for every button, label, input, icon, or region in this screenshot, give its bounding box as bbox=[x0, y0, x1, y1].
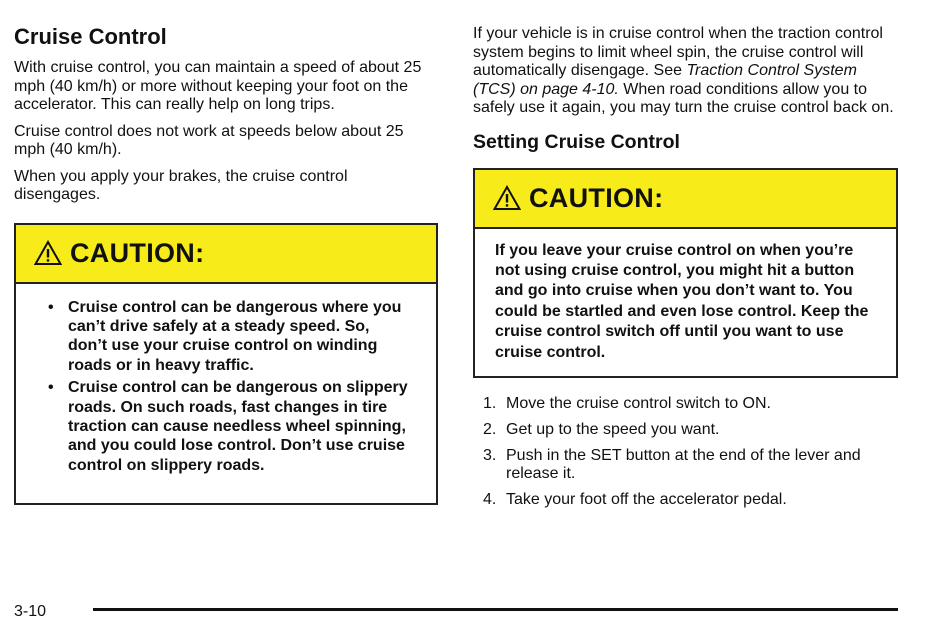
paragraph-text: When road conditions allow you to safely use it again, you may turn the cruise control back on. bbox=[473, 80, 894, 116]
caution-title: CAUTION: bbox=[529, 182, 664, 213]
caution-bullet-item bbox=[48, 378, 412, 475]
warning-triangle-icon bbox=[493, 185, 521, 211]
step-item bbox=[473, 421, 898, 440]
caution-bullet-item bbox=[48, 298, 412, 376]
left-column bbox=[14, 0, 438, 505]
caution-body bbox=[16, 284, 436, 476]
step-number: 2. bbox=[483, 420, 497, 438]
bullet-marker: • bbox=[48, 298, 54, 316]
step-text: Push in the SET button at the end of the lever and release it. bbox=[506, 446, 861, 482]
paragraph-speed-limit: Cruise control does not work at speeds below about 25 mph (40 km/h). bbox=[14, 122, 404, 158]
paragraph-intro: With cruise control, you can maintain a speed of about 25 mph (40 km/h) or more without keeping your foot on the accelerator. This can really help on long trips. bbox=[14, 59, 422, 113]
paragraph-text: If your vehicle is in cruise control when the traction control system begins to limit wheel spin, the cruise control will automatically disengage. See bbox=[473, 25, 883, 79]
step-text: Get up to the speed you want. bbox=[506, 420, 720, 438]
caution-bullet-text: Cruise control can be dangerous on slippery roads. On such roads, fast changes in tire traction can cause needless wheel spinning, and you could lose control. Don’t use cruise control on slippery roads. bbox=[68, 379, 408, 474]
paragraph-traction-control bbox=[473, 25, 898, 118]
caution-header bbox=[475, 170, 896, 229]
bullet-marker: • bbox=[48, 379, 54, 397]
footer-rule bbox=[93, 608, 898, 611]
right-column bbox=[473, 0, 898, 517]
step-item bbox=[473, 395, 898, 414]
cross-reference-link[interactable]: Traction Control System (TCS) on page 4-10. bbox=[473, 62, 857, 98]
caution-header bbox=[16, 225, 436, 284]
caution-box-right bbox=[473, 168, 898, 378]
step-text: Move the cruise control switch to ON. bbox=[506, 394, 771, 412]
step-text: Take your foot off the accelerator pedal. bbox=[506, 491, 787, 508]
steps-list bbox=[473, 395, 898, 510]
paragraph-brakes: When you apply your brakes, the cruise control disengages. bbox=[14, 167, 348, 203]
caution-body bbox=[475, 229, 896, 363]
caution-text: If you leave your cruise control on when you’re not using cruise control, you might hit a button and go into cruise when you don’t want to. You could be startled and even lose control. Keep the cruise control switch off until you want to use cruise control. bbox=[495, 241, 869, 361]
caution-bullet-text: Cruise control can be dangerous where you can’t drive safely at a steady speed. So, don’t use your cruise control on winding roads or in heavy traffic. bbox=[68, 298, 402, 374]
step-number: 3. bbox=[483, 446, 497, 464]
step-item bbox=[473, 491, 898, 510]
caution-title: CAUTION: bbox=[70, 237, 205, 268]
page-number: 3-10 bbox=[14, 603, 47, 620]
step-item bbox=[473, 447, 898, 484]
section-heading-setting-cruise-control: Setting Cruise Control bbox=[473, 130, 680, 153]
step-number: 1. bbox=[483, 394, 497, 412]
caution-bullet-list bbox=[48, 298, 412, 476]
warning-triangle-icon bbox=[34, 240, 62, 266]
caution-box-left bbox=[14, 223, 438, 505]
section-heading-cruise-control: Cruise Control bbox=[14, 24, 167, 49]
step-number: 4. bbox=[483, 491, 497, 508]
